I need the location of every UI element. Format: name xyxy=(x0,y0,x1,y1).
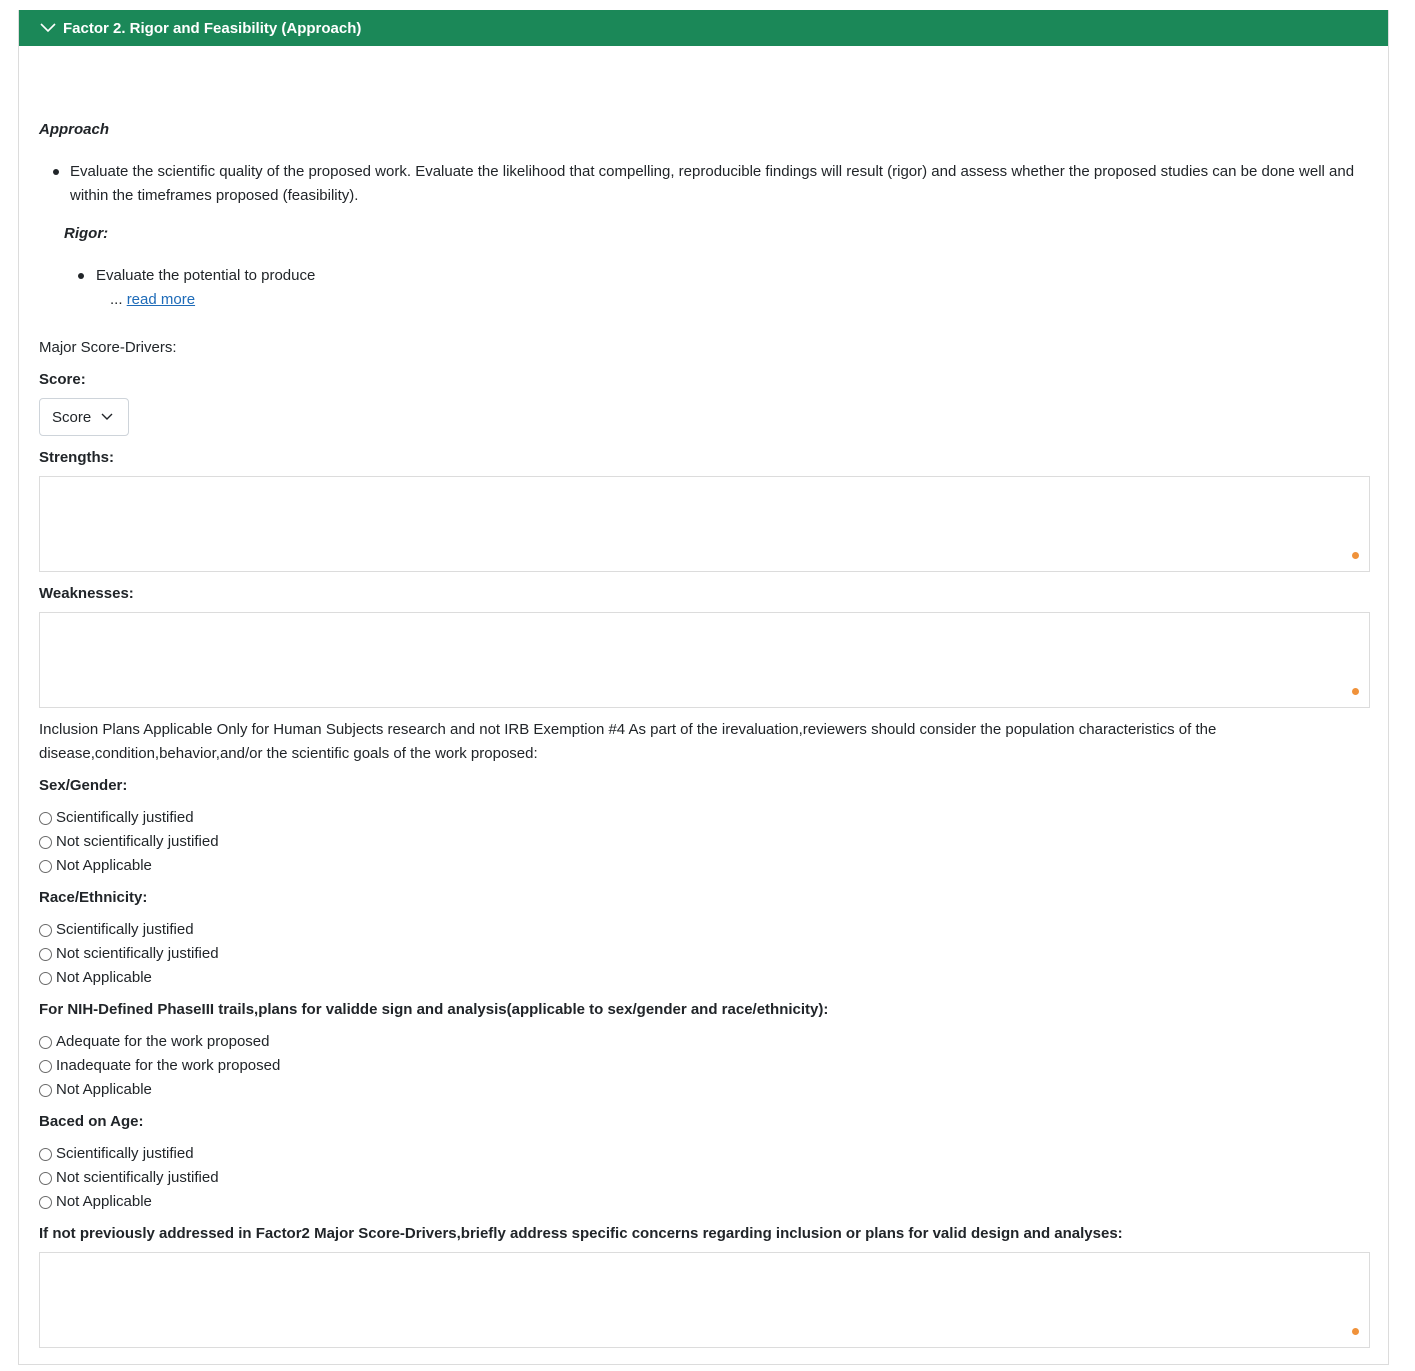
score-select[interactable] xyxy=(39,398,129,436)
radio-label: Not scientifically justified xyxy=(56,833,219,850)
radio-button[interactable] xyxy=(39,1196,52,1209)
weaknesses-label: Weaknesses: xyxy=(39,585,134,602)
race-ethnicity-label: Race/Ethnicity: xyxy=(39,889,148,906)
strengths-textarea[interactable] xyxy=(39,476,1370,572)
radio-button[interactable] xyxy=(39,836,52,849)
radio-option[interactable] xyxy=(39,1142,194,1166)
rigor-heading: Rigor: xyxy=(64,225,109,242)
factor2-panel xyxy=(18,10,1389,1365)
read-more-link[interactable]: read more xyxy=(126,291,196,308)
radio-button[interactable] xyxy=(39,812,52,825)
concerns-textarea[interactable] xyxy=(39,1252,1370,1348)
radio-button[interactable] xyxy=(39,972,52,985)
radio-option[interactable] xyxy=(39,830,219,854)
radio-label: Scientifically justified xyxy=(56,1145,194,1162)
radio-option[interactable] xyxy=(39,1054,280,1078)
radio-button[interactable] xyxy=(39,1036,52,1049)
ellipsis: ... xyxy=(110,291,123,308)
panel-header-toggle[interactable] xyxy=(19,10,1388,46)
status-dot xyxy=(1352,552,1359,559)
inclusion-description: Inclusion Plans Applicable Only for Human Subjects research and not IRB Exemption #4 As part of the irevaluation,reviewers should consider the population characteristics of the disease,condition,behavior,and/or the scientific goals of the work proposed: xyxy=(39,721,1217,762)
radio-option[interactable] xyxy=(39,966,152,990)
radio-label: Inadequate for the work proposed xyxy=(56,1057,281,1074)
radio-button[interactable] xyxy=(39,948,52,961)
radio-option[interactable] xyxy=(39,918,194,942)
approach-heading: Approach xyxy=(39,121,110,138)
score-select-value: Score xyxy=(52,408,92,426)
radio-label: Not Applicable xyxy=(56,1081,152,1098)
radio-label: Adequate for the work proposed xyxy=(56,1033,270,1050)
status-dot xyxy=(1352,688,1359,695)
radio-label: Not Applicable xyxy=(56,969,152,986)
radio-option[interactable] xyxy=(39,1078,152,1102)
radio-button[interactable] xyxy=(39,1084,52,1097)
phase3-label: For NIH-Defined PhaseIII trails,plans for validde sign and analysis(applicable to sex/gender and race/ethnicity): xyxy=(39,1001,829,1018)
radio-option[interactable] xyxy=(39,1166,219,1190)
approach-bullet-text: Evaluate the scientific quality of the proposed work. Evaluate the likelihood that compelling, reproducible findings will result (rigor) and assess whether the proposed studies can be done well and within the timeframes proposed (feasibility). xyxy=(70,163,1355,204)
rigor-bullet-text: Evaluate the potential to produce xyxy=(96,267,316,284)
concerns-label: If not previously addressed in Factor2 Major Score-Drivers,briefly address specific concerns regarding inclusion or plans for valid design and analyses: xyxy=(39,1225,1123,1242)
weaknesses-textarea[interactable] xyxy=(39,612,1370,708)
radio-option[interactable] xyxy=(39,806,194,830)
radio-button[interactable] xyxy=(39,860,52,873)
radio-label: Scientifically justified xyxy=(56,921,194,938)
age-label: Baced on Age: xyxy=(39,1113,144,1130)
radio-label: Scientifically justified xyxy=(56,809,194,826)
radio-button[interactable] xyxy=(39,924,52,937)
sex-gender-label: Sex/Gender: xyxy=(39,777,128,794)
score-drivers-label: Major Score-Drivers: xyxy=(39,339,177,356)
radio-option[interactable] xyxy=(39,1190,152,1214)
radio-label: Not scientifically justified xyxy=(56,945,219,962)
radio-label: Not scientifically justified xyxy=(56,1169,219,1186)
status-dot xyxy=(1352,1328,1359,1335)
radio-option[interactable] xyxy=(39,942,219,966)
panel-title: Factor 2. Rigor and Feasibility (Approach) xyxy=(63,19,362,37)
chevron-down-icon xyxy=(39,22,57,34)
bullet-dot xyxy=(53,169,59,175)
radio-option[interactable] xyxy=(39,854,152,878)
radio-label: Not Applicable xyxy=(56,1193,152,1210)
score-label: Score: xyxy=(39,371,86,388)
radio-button[interactable] xyxy=(39,1148,52,1161)
chevron-down-icon xyxy=(101,413,113,421)
radio-option[interactable] xyxy=(39,1030,269,1054)
strengths-label: Strengths: xyxy=(39,449,114,466)
radio-button[interactable] xyxy=(39,1060,52,1073)
radio-label: Not Applicable xyxy=(56,857,152,874)
radio-button[interactable] xyxy=(39,1172,52,1185)
read-more-line xyxy=(110,288,195,312)
bullet-dot xyxy=(78,273,84,279)
